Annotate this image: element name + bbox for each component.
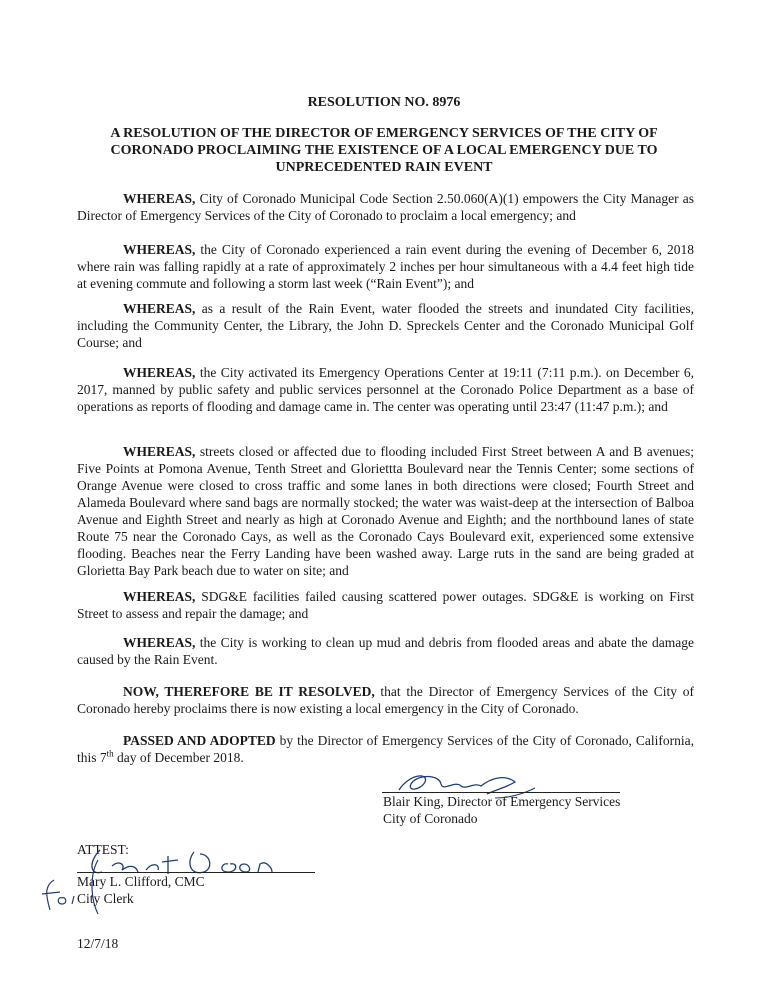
ordinal-suffix: th [106, 748, 114, 759]
attest-label: ATTEST: [77, 842, 129, 857]
paragraph-lead: WHEREAS, [123, 365, 196, 380]
for-handwritten-note [40, 876, 90, 916]
paragraph-text: City of Coronado Municipal Code Section 2.50.060(A)(1) empowers the City Manager as Director of Emergency Services of the City of Coronado to proclaim a local emergency; and [77, 191, 694, 223]
paragraph-text: the City of Coronado experienced a rain event during the evening of December 6, 2018 where rain was falling rapidly at a rate of approximately 2 inches per hour simultaneous with a 4.4 feet high tide at evening commute and following a storm last week (“Rain Event”); and [77, 242, 694, 291]
attest-signature-line [77, 872, 315, 873]
director-organization: City of Coronado [383, 811, 478, 826]
director-signature-line [382, 792, 620, 793]
paragraph-lead: WHEREAS, [123, 635, 196, 650]
bracket-mark [88, 858, 102, 918]
document-date: 12/7/18 [77, 936, 119, 951]
resolved-paragraph [77, 683, 694, 717]
clerk-name: Mary L. Clifford, CMC [77, 874, 205, 889]
paragraph-lead: WHEREAS, [123, 444, 196, 459]
resolution-title: RESOLUTION NO. 8976 [307, 95, 461, 110]
whereas-paragraph-4 [77, 364, 694, 415]
paragraph-lead: NOW, THEREFORE BE IT RESOLVED, [123, 684, 375, 699]
whereas-paragraph-1 [77, 190, 694, 224]
resolution-heading: A RESOLUTION OF THE DIRECTOR OF EMERGENCY SERVICES OF THE CITY OF CORONADO PROCLAIMING THE EXISTENCE OF A LOCAL EMERGENCY DUE TO UNPRECEDENTED RAIN EVENT [110, 126, 658, 175]
director-name: Blair King, Director of Emergency Services [383, 794, 621, 809]
paragraph-lead: WHEREAS, [123, 242, 196, 257]
paragraph-text: streets closed or affected due to flooding included First Street between A and B avenues; Five Points at Pomona Avenue, Tenth Street and Gloriettta Boulevard near the Tennis Center; some sections of Orange Avenue were closed to cross traffic and some lanes in both directions were closed; Fourth Street and Alameda Boulevard where sand bags are normally stocked; the water was waist-deep at the intersection of Balboa Avenue and Eighth Street and nearly as high at Coronado Avenue and Eighth; and the northbound lanes of state Route 75 near the Coronado Cays, as well as the Coronado Cays Boulevard exit, experienced some extensive flooding. Beaches near the Ferry Landing have been washed away. Large ruts in the sand are being graded at Glorietta Bay Park beach due to water on site; and [77, 444, 694, 578]
clerk-title: City Clerk [77, 891, 134, 906]
paragraph-text: the City is working to clean up mud and debris from flooded areas and abate the damage caused by the Rain Event. [77, 635, 694, 667]
paragraph-lead: WHEREAS, [123, 191, 196, 206]
whereas-paragraph-3 [77, 300, 694, 351]
paragraph-text: that the Director of Emergency Services of the City of Coronado hereby proclaims there is now existing a local emergency in the City of Coronado. [77, 684, 695, 716]
passed-adopted-paragraph [77, 732, 694, 766]
whereas-paragraph-5 [77, 443, 694, 579]
paragraph-text: day of December 2018. [113, 750, 244, 765]
paragraph-lead: WHEREAS, [123, 301, 196, 316]
whereas-paragraph-6 [77, 588, 694, 622]
paragraph-lead: WHEREAS, [123, 589, 196, 604]
paragraph-text: by the Director of Emergency Services of the City of Coronado, California, this 7 [77, 733, 694, 765]
paragraph-text: the City activated its Emergency Operations Center at 19:11 (7:11 p.m.). on December 6, 2017, manned by public safety and public services personnel at the Coronado Police Department as a base of operations as reports of flooding and damage came in. The center was operating until 23:47 (11:47 p.m.); and [77, 365, 694, 414]
whereas-paragraph-2 [77, 241, 694, 292]
paragraph-text: as a result of the Rain Event, water flooded the streets and inundated City facilities, including the Community Center, the Library, the John D. Spreckels Center and the Coronado Municipal Golf Course; and [77, 301, 694, 350]
paragraph-lead: PASSED AND ADOPTED [123, 733, 276, 748]
whereas-paragraph-7 [77, 634, 694, 668]
paragraph-text: SDG&E facilities failed causing scattered power outages. SDG&E is working on First Street to assess and repair the damage; and [77, 589, 694, 621]
